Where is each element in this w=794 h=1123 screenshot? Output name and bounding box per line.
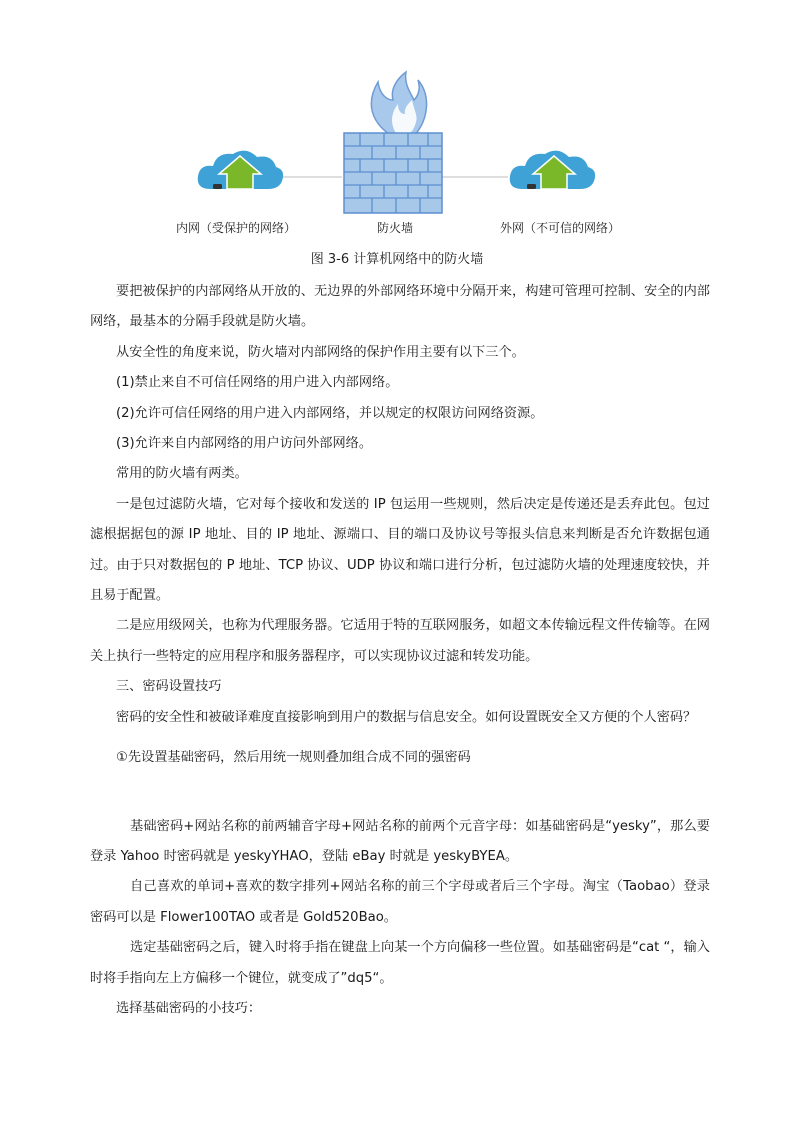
outer-network-label: 外网（不可信的网络） xyxy=(500,221,621,235)
paragraph-example-2: 自己喜欢的单词+喜欢的数字排列+网站名称的前三个字母或者后三个字母。淘宝（Taobao）登录密码可以是 Flower100TAO 或者是 Gold520Bao。 xyxy=(90,879,710,925)
document-body xyxy=(90,277,710,1024)
list-item-1: (1)禁止来自不可信任网络的用户进入内部网络。 xyxy=(116,375,399,391)
paragraph-base-tips: 选择基础密码的小技巧： xyxy=(116,1000,262,1016)
list-item-2: (2)允许可信任网络的用户进入内部网络，并以规定的权限访问网络资源。 xyxy=(116,405,544,421)
paragraph-security-role: 从安全性的角度来说，防火墙对内部网络的保护作用主要有以下三个。 xyxy=(116,344,525,360)
firewall-figure xyxy=(0,70,794,270)
paragraph-example-3: 选定基础密码之后，键入时将手指在键盘上向某一个方向偏移一些位置。如基础密码是“cat “，输入时将手指向左上方偏移一个键位，就变成了”dq5“。 xyxy=(90,940,710,986)
paragraph-example-1: 基础密码+网站名称的前两辅音字母+网站名称的前两个元音字母：如基础密码是“yesky”，那么要登录 Yahoo 时密码就是 yeskyYHAO，登陆 eBay 时就是 yeskyBYEA。 xyxy=(90,818,710,864)
outer-network-cloud-icon xyxy=(510,151,595,189)
paragraph-tip-1: ①先设置基础密码，然后用统一规则叠加组合成不同的强密码 xyxy=(116,750,471,766)
paragraph-intro: 要把被保护的内部网络从开放的、无边界的外部网络环境中分隔开来，构建可管理可控制、安全的内部网络，最基本的分隔手段就是防火墙。 xyxy=(90,284,710,330)
list-item-3: (3)允许来自内部网络的用户访问外部网络。 xyxy=(116,436,373,452)
inner-network-cloud-icon xyxy=(198,151,283,189)
paragraph-app-gateway: 二是应用级网关，也称为代理服务器。它适用于特的互联网服务，如超文本传输远程文件传输等。在网关上执行一些特定的应用程序和服务器程序，可以实现协议过滤和转发功能。 xyxy=(90,618,710,664)
figure-caption: 图 3-6 计算机网络中的防火墙 xyxy=(310,252,484,267)
inner-network-label: 内网（受保护的网络） xyxy=(176,221,297,235)
firewall-label: 防火墙 xyxy=(377,221,414,235)
paragraph-firewall-types: 常用的防火墙有两类。 xyxy=(116,466,248,482)
section-heading-password: 三、密码设置技巧 xyxy=(116,679,222,695)
paragraph-password-intro: 密码的安全性和被破译难度直接影响到用户的数据与信息安全。如何设置既安全又方便的个人密码？ xyxy=(116,709,697,725)
firewall-wall-icon xyxy=(344,72,442,213)
paragraph-packet-filter: 一是包过滤防火墙，它对每个接收和发送的 IP 包运用一些规则，然后决定是传递还是丢弃此包。包过滤根据据包的源 IP 地址、目的 IP 地址、源端口、目的端口及协议号等报头信息来判断是否允许数据包通过。由于只对数据包的 P 地址、TCP 协议、UDP 协议和端口进行分析，包过滤防火墙的处理速度较快，并且易于配置。 xyxy=(90,496,710,604)
